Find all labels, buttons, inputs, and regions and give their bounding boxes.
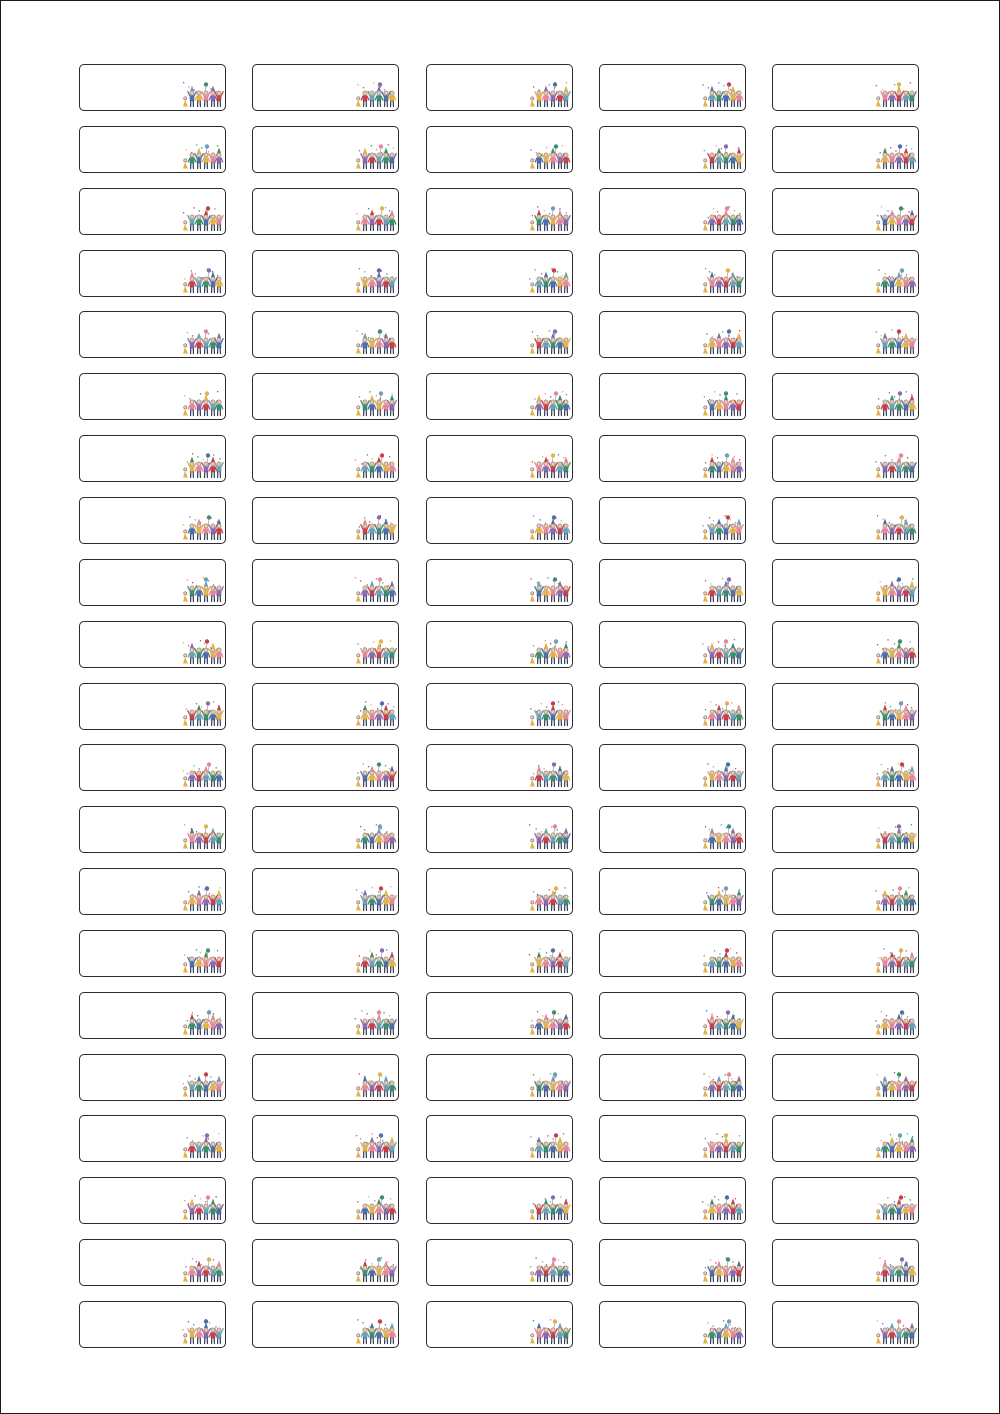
label: [772, 188, 919, 235]
party-people-icon: [527, 452, 569, 478]
label: [772, 250, 919, 297]
label: [599, 683, 746, 730]
label: [772, 1177, 919, 1224]
label: [426, 188, 573, 235]
label: [79, 373, 226, 420]
label: [79, 126, 226, 173]
party-people-icon: [527, 1194, 569, 1220]
party-people-icon: [180, 1318, 222, 1344]
party-people-icon: [700, 700, 742, 726]
label: [599, 64, 746, 111]
label: [426, 1239, 573, 1286]
label: [426, 1054, 573, 1101]
label: [79, 1115, 226, 1162]
party-people-icon: [700, 1009, 742, 1035]
label: [252, 992, 399, 1039]
label: [599, 497, 746, 544]
label: [772, 373, 919, 420]
label: [599, 806, 746, 853]
label: [252, 311, 399, 358]
label: [599, 126, 746, 173]
party-people-icon: [527, 761, 569, 787]
party-people-icon: [873, 576, 915, 602]
label: [252, 1239, 399, 1286]
label: [426, 497, 573, 544]
label: [79, 1054, 226, 1101]
party-people-icon: [180, 576, 222, 602]
party-people-icon: [180, 761, 222, 787]
label: [599, 1054, 746, 1101]
label: [79, 311, 226, 358]
label: [79, 1301, 226, 1348]
label: [599, 868, 746, 915]
label: [426, 683, 573, 730]
label: [426, 992, 573, 1039]
label: [599, 250, 746, 297]
label: [252, 497, 399, 544]
label: [772, 806, 919, 853]
label: [599, 435, 746, 482]
party-people-icon: [873, 1132, 915, 1158]
label: [426, 621, 573, 668]
party-people-icon: [700, 328, 742, 354]
party-people-icon: [873, 823, 915, 849]
label: [252, 806, 399, 853]
party-people-icon: [527, 267, 569, 293]
party-people-icon: [527, 1132, 569, 1158]
party-people-icon: [180, 328, 222, 354]
party-people-icon: [180, 823, 222, 849]
label: [772, 1239, 919, 1286]
label: [252, 250, 399, 297]
party-people-icon: [700, 885, 742, 911]
label: [426, 64, 573, 111]
label: [772, 435, 919, 482]
party-people-icon: [353, 947, 395, 973]
label: [426, 868, 573, 915]
party-people-icon: [700, 1071, 742, 1097]
label: [599, 1301, 746, 1348]
label: [599, 621, 746, 668]
party-people-icon: [353, 390, 395, 416]
label: [252, 621, 399, 668]
label: [426, 1177, 573, 1224]
label: [772, 311, 919, 358]
label: [252, 126, 399, 173]
party-people-icon: [353, 81, 395, 107]
label: [599, 311, 746, 358]
party-people-icon: [700, 823, 742, 849]
party-people-icon: [873, 81, 915, 107]
label: [252, 930, 399, 977]
party-people-icon: [527, 638, 569, 664]
party-people-icon: [527, 205, 569, 231]
party-people-icon: [873, 143, 915, 169]
label: [772, 1301, 919, 1348]
party-people-icon: [873, 885, 915, 911]
party-people-icon: [180, 267, 222, 293]
label-sheet: [79, 64, 922, 1350]
label: [426, 559, 573, 606]
label: [426, 806, 573, 853]
party-people-icon: [700, 1318, 742, 1344]
party-people-icon: [180, 1009, 222, 1035]
label: [426, 126, 573, 173]
label: [79, 744, 226, 791]
party-people-icon: [873, 700, 915, 726]
party-people-icon: [700, 267, 742, 293]
party-people-icon: [700, 452, 742, 478]
party-people-icon: [700, 143, 742, 169]
label: [79, 435, 226, 482]
label: [79, 868, 226, 915]
party-people-icon: [180, 885, 222, 911]
party-people-icon: [353, 205, 395, 231]
party-people-icon: [353, 1256, 395, 1282]
label: [79, 64, 226, 111]
party-people-icon: [873, 761, 915, 787]
label: [79, 1177, 226, 1224]
label: [79, 559, 226, 606]
label: [79, 250, 226, 297]
label: [426, 744, 573, 791]
label: [252, 188, 399, 235]
label: [772, 1115, 919, 1162]
party-people-icon: [353, 576, 395, 602]
label: [79, 930, 226, 977]
party-people-icon: [873, 514, 915, 540]
label: [599, 930, 746, 977]
label: [252, 868, 399, 915]
party-people-icon: [180, 205, 222, 231]
party-people-icon: [180, 1194, 222, 1220]
party-people-icon: [180, 947, 222, 973]
party-people-icon: [873, 205, 915, 231]
party-people-icon: [527, 576, 569, 602]
party-people-icon: [700, 81, 742, 107]
label: [599, 1177, 746, 1224]
party-people-icon: [527, 885, 569, 911]
label: [79, 188, 226, 235]
label: [772, 868, 919, 915]
label: [426, 250, 573, 297]
party-people-icon: [180, 1256, 222, 1282]
label: [772, 744, 919, 791]
party-people-icon: [353, 885, 395, 911]
party-people-icon: [700, 205, 742, 231]
party-people-icon: [353, 1009, 395, 1035]
party-people-icon: [353, 761, 395, 787]
party-people-icon: [180, 514, 222, 540]
label: [772, 64, 919, 111]
label: [252, 683, 399, 730]
label: [772, 559, 919, 606]
label: [599, 373, 746, 420]
label: [252, 435, 399, 482]
party-people-icon: [700, 1194, 742, 1220]
party-people-icon: [527, 81, 569, 107]
label: [599, 1239, 746, 1286]
party-people-icon: [873, 328, 915, 354]
party-people-icon: [873, 947, 915, 973]
label: [252, 559, 399, 606]
label: [252, 744, 399, 791]
label: [426, 1115, 573, 1162]
party-people-icon: [527, 1256, 569, 1282]
label: [79, 621, 226, 668]
party-people-icon: [353, 1132, 395, 1158]
label: [772, 930, 919, 977]
party-people-icon: [873, 1194, 915, 1220]
party-people-icon: [527, 328, 569, 354]
party-people-icon: [527, 700, 569, 726]
label: [426, 311, 573, 358]
party-people-icon: [180, 143, 222, 169]
party-people-icon: [527, 947, 569, 973]
party-people-icon: [700, 576, 742, 602]
party-people-icon: [353, 1071, 395, 1097]
label: [772, 683, 919, 730]
party-people-icon: [180, 452, 222, 478]
label: [772, 1054, 919, 1101]
label: [426, 435, 573, 482]
label: [79, 806, 226, 853]
party-people-icon: [873, 390, 915, 416]
party-people-icon: [700, 947, 742, 973]
party-people-icon: [700, 390, 742, 416]
party-people-icon: [700, 514, 742, 540]
party-people-icon: [873, 452, 915, 478]
party-people-icon: [180, 390, 222, 416]
label: [79, 992, 226, 1039]
label: [772, 621, 919, 668]
party-people-icon: [353, 823, 395, 849]
party-people-icon: [873, 638, 915, 664]
party-people-icon: [873, 267, 915, 293]
party-people-icon: [353, 452, 395, 478]
label: [772, 992, 919, 1039]
label: [772, 497, 919, 544]
party-people-icon: [873, 1256, 915, 1282]
label: [599, 559, 746, 606]
label: [79, 683, 226, 730]
party-people-icon: [873, 1071, 915, 1097]
label: [79, 1239, 226, 1286]
label: [599, 992, 746, 1039]
label: [599, 1115, 746, 1162]
label: [426, 1301, 573, 1348]
party-people-icon: [527, 514, 569, 540]
party-people-icon: [353, 1194, 395, 1220]
label: [426, 373, 573, 420]
label: [252, 1177, 399, 1224]
party-people-icon: [527, 1071, 569, 1097]
party-people-icon: [873, 1318, 915, 1344]
party-people-icon: [527, 823, 569, 849]
label: [599, 188, 746, 235]
party-people-icon: [527, 1318, 569, 1344]
party-people-icon: [353, 1318, 395, 1344]
party-people-icon: [527, 390, 569, 416]
party-people-icon: [700, 1132, 742, 1158]
party-people-icon: [353, 267, 395, 293]
party-people-icon: [180, 1071, 222, 1097]
label: [252, 1054, 399, 1101]
party-people-icon: [700, 1256, 742, 1282]
party-people-icon: [353, 143, 395, 169]
label: [252, 1301, 399, 1348]
party-people-icon: [353, 328, 395, 354]
party-people-icon: [353, 700, 395, 726]
label: [252, 373, 399, 420]
party-people-icon: [353, 638, 395, 664]
label: [252, 1115, 399, 1162]
party-people-icon: [527, 143, 569, 169]
label: [599, 744, 746, 791]
party-people-icon: [180, 638, 222, 664]
party-people-icon: [353, 514, 395, 540]
party-people-icon: [873, 1009, 915, 1035]
label: [772, 126, 919, 173]
label: [426, 930, 573, 977]
party-people-icon: [527, 1009, 569, 1035]
label: [252, 64, 399, 111]
party-people-icon: [180, 81, 222, 107]
party-people-icon: [700, 761, 742, 787]
label: [79, 497, 226, 544]
party-people-icon: [700, 638, 742, 664]
party-people-icon: [180, 700, 222, 726]
party-people-icon: [180, 1132, 222, 1158]
